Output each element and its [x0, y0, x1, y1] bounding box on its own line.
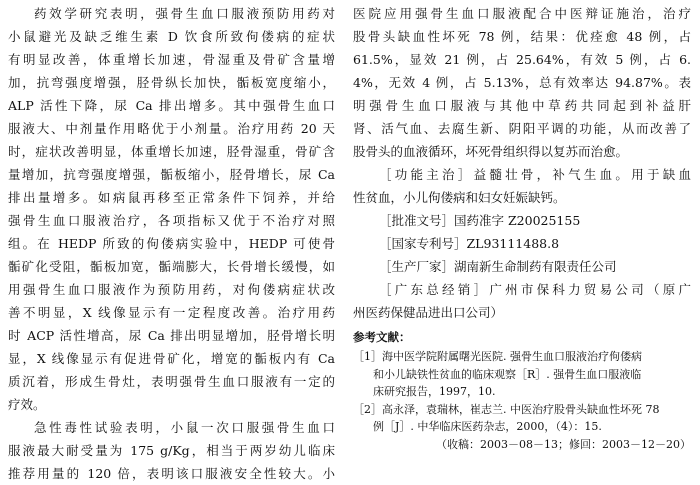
body-line: 加，抗弯强度增强，胫骨纵长加快，骺板宽度缩小， — [8, 75, 335, 90]
reference-item: ［2］高永泽，袁瑞林，崔志兰. 中医治疗股骨头缺血性坏死 78 — [353, 402, 660, 416]
body-line: 股骨头的血液循环，坏死骨组织得以复苏而治愈。 — [353, 144, 629, 159]
body-line: 肾、活气血、去腐生新、阴阳平调的功能，从而改善了 — [353, 121, 691, 136]
body-line: 疗效。 — [8, 397, 46, 412]
field-approval-number: ［批准文号］国药准字 Z20025155 — [379, 213, 581, 228]
body-line: 排出量增多。如病鼠再移至正常条件下饲养，并给 — [8, 190, 335, 205]
body-line: 小鼠避光及缺乏维生素 D 饮食所致佝偻病的症状 — [8, 29, 335, 44]
body-line: 药效学研究表明，强骨生血口服液预防用药对 — [34, 6, 335, 21]
body-line: 时，症状改善明显，体重增长加速，胫骨湿重，骨矿含 — [8, 144, 335, 159]
body-line: 4%，无效 4 例，占 5.13%，总有效率达 94.87%。表 — [353, 75, 691, 90]
body-line: 显，X 线像显示有促进骨矿化，增宽的骺板内有 Ca — [8, 351, 335, 366]
body-line: 61.5%，显效 21 例，占 25.64%，有效 5 例，占 6. — [353, 52, 691, 67]
right-column — [353, 2, 691, 454]
body-line: 医院应用强骨生血口服液配合中医辩证施治，治疗 — [353, 6, 691, 21]
body-line: 急性毒性试验表明，小鼠一次口服强骨生血口 — [34, 420, 335, 435]
body-line: 服液最大耐受量为 175 g/Kg，相当于两岁幼儿临床 — [8, 443, 335, 458]
left-column — [8, 2, 335, 485]
body-line: 用强骨生血口服液作为预防用药，对佝偻病症状改 — [8, 282, 335, 297]
reference-item: ［1］海中医学院附属曙光医院. 强骨生血口服液治疗佝偻病 — [353, 350, 642, 363]
body-line: 组。在 HEDP 所致的佝偻病实验中，HEDP 可使骨 — [8, 236, 335, 251]
field-manufacturer: ［生产厂家］湖南新生命制药有限责任公司 — [379, 259, 617, 274]
references-heading: 参考文献： — [353, 330, 411, 344]
field-distributor-cont: 州医药保健品进出口公司） — [353, 305, 504, 320]
body-line: 时 ACP 活性增高，尿 Ca 排出明显增加，胫骨增长明 — [8, 328, 335, 343]
reference-item-cont: 床研究报告，1997，10. — [373, 385, 496, 398]
body-line: 骺矿化受阻，骺板加宽，骺端膨大，长骨增长缓慢，如 — [8, 259, 335, 274]
received-dates: （收稿：2003－08－13；修回：2003－12－20） — [436, 437, 691, 451]
body-line: 质沉着，形成生骨灶，表明强骨生血口服液有一定的 — [8, 374, 335, 389]
body-line: 善不明显，X 线像显示有一定程度改善。治疗用药 — [8, 305, 335, 320]
body-line: 推荐用量的 120 倍，表明该口服液安全性较大。小 — [8, 466, 335, 481]
field-distributor: ［广东总经销］广州市保科力贸易公司（原广 — [379, 282, 691, 297]
body-line: 服液大、中剂量作用略优于小剂量。治疗用药 20 天 — [8, 121, 335, 136]
body-line: 有明显改善，体重增长加速，骨湿重及骨矿含量增 — [8, 52, 335, 67]
field-function-cont: 性贫血，小儿佝偻病和妇女妊娠缺钙。 — [353, 190, 566, 205]
body-line: 量增加，抗弯强度增强，骺板缩小，胫骨增长，尿 Ca — [8, 167, 335, 182]
body-line: ALP 活性下降，尿 Ca 排出增多。其中强骨生血口 — [8, 98, 335, 113]
body-line: 明强骨生血口服液与其他中草药共同起到补益肝 — [353, 98, 691, 113]
body-line: 股骨头缺血性坏死 78 例，结果：优痊愈 48 例，占 — [353, 29, 691, 44]
reference-item-cont: 和小儿缺铁性贫血的临床观察［R］. 强骨生血口服液临 — [373, 367, 642, 381]
field-function: ［功能主治］益髓壮骨，补气生血。用于缺血 — [379, 167, 691, 182]
reference-item-cont: 例［J］. 中华临床医药杂志，2000，（4）：15. — [373, 420, 602, 433]
body-line: 强骨生血口服液治疗，各项指标又优于不治疗对照 — [8, 213, 335, 228]
field-patent-number: ［国家专利号］ZL93111488.8 — [379, 236, 560, 251]
